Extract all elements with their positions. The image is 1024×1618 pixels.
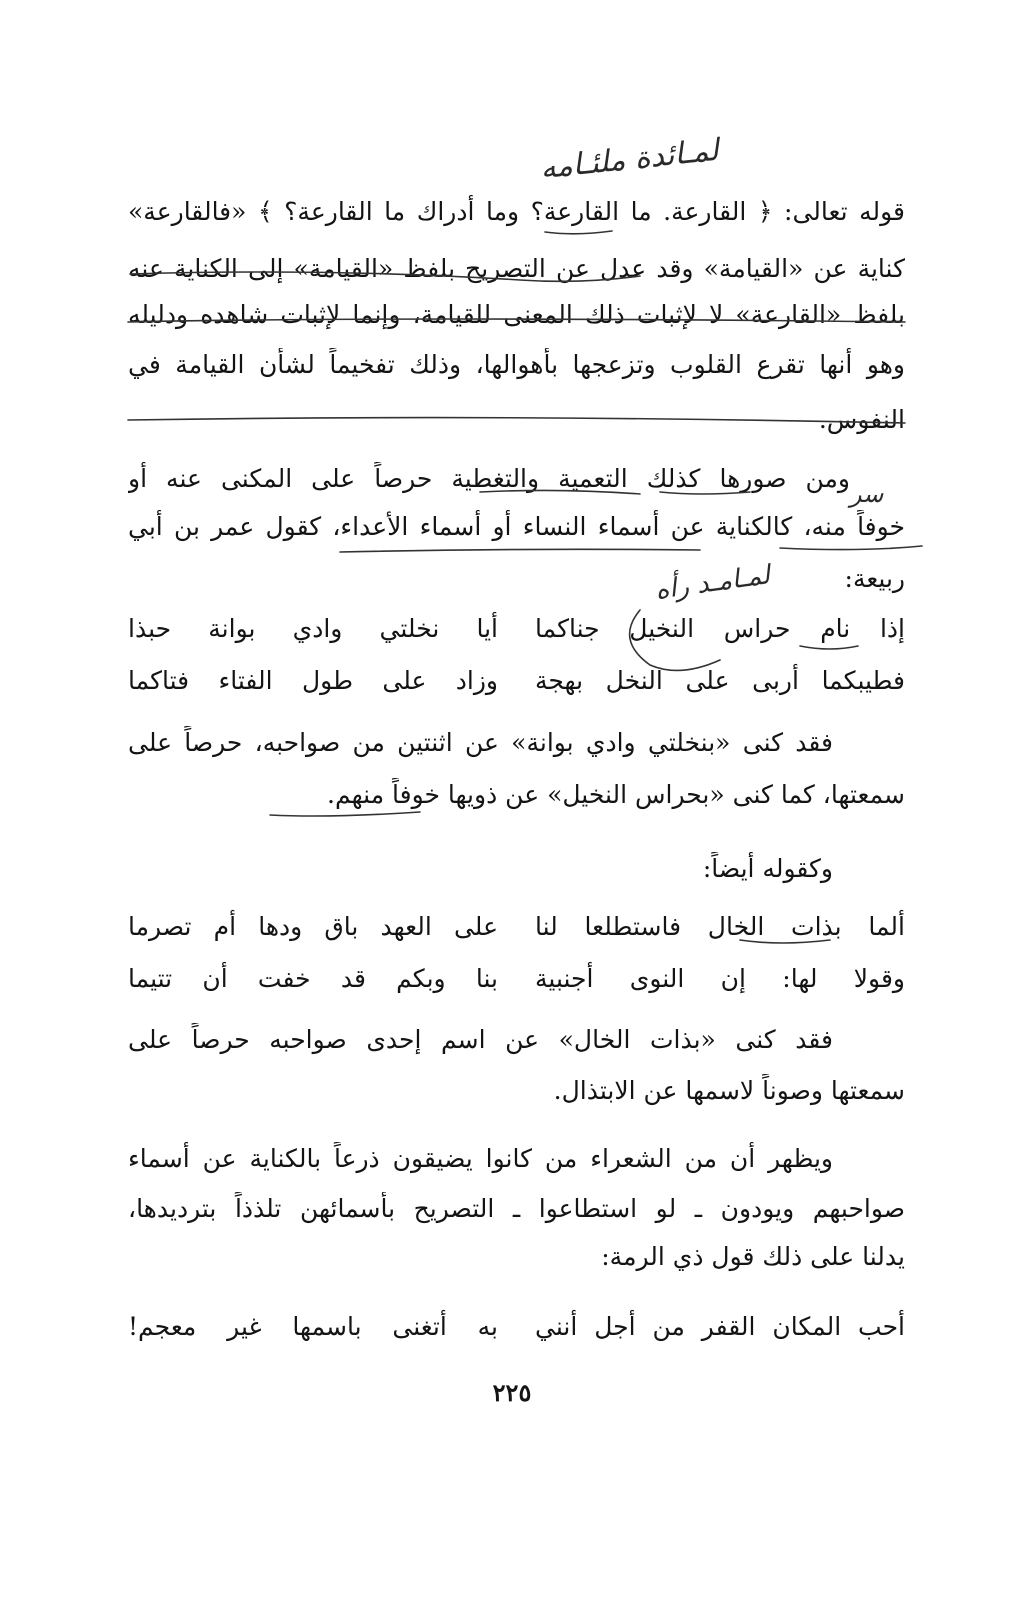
text-line: سمعتها، كما كنى «بحراس النخيل» عن ذويها خوفاً منهم. [327,780,905,809]
text-line: وهو أنها تقرع القلوب وتزعجها بأهوالها، وذلك تفخيماً لشأن القيامة في [128,350,905,379]
verse-line [128,664,905,700]
verse-line [128,910,905,946]
verse-first-hemistich: وقولا لها: إن النوى أجنبية [535,964,905,993]
handwritten-note-middle: لمـامـد رأه [653,560,772,606]
text-line: وكقوله أيضاً: [702,854,833,883]
text-line: فقد كنى «بذات الخال» عن اسم إحدى صواحبه حرصاً على [128,1025,833,1054]
handwritten-note-margin: سر [850,480,884,508]
text-line: بلفظ «القارعة» لا لإثبات ذلك المعنى للقيامة، وإنما لإثبات شاهده ودليله [128,300,905,329]
verse-second-hemistich: بنا وبكم قد خفت أن تتيما [128,964,498,993]
text-line: سمعتها وصوناً لاسمها عن الابتذال. [553,1076,905,1105]
text-line: النفوس. [818,405,905,434]
text-line: خوفاً منه، كالكناية عن أسماء النساء أو أسماء الأعداء، كقول عمر بن أبي [128,512,905,541]
text-line: ربيعة: [844,564,905,593]
verse-first-hemistich: أحب المكان القفر من أجل أنني [535,1312,905,1341]
verse-line [128,962,905,998]
page-number: ٢٢٥ [492,1378,532,1407]
verse-second-hemistich: وزاد على طول الفتاء فتاكما [128,666,498,695]
underline-mark [780,546,922,550]
verse-second-hemistich: به أتغنى باسمها غير معجم! [128,1312,498,1341]
verse-line [128,612,905,648]
text-line: فقد كنى «بنخلتي وادي بوانة» عن اثنتين من صواحبه، حرصاً على [128,728,833,757]
underline-mark [545,231,612,234]
verse-second-hemistich: على العهد باق ودها أم تصرما [128,912,498,941]
text-line: صواحبهم ويودون ـ لو استطاعوا ـ التصريح بأسمائهن تلذذاً بترديدها، [128,1194,905,1223]
verse-line [128,1310,905,1346]
verse-second-hemistich: أيا نخلتي وادي بوانة حبذا [128,614,498,643]
verse-first-hemistich: فطيبكما أربى على النخل بهجة [535,666,905,695]
text-line: ومن صورها كذلك التعمية والتغطية حرصاً على المكنى عنه أو [128,464,850,493]
verse-first-hemistich: ألما بذات الخال فاستطلعا لنا [535,912,905,941]
verse-first-hemistich: إذا نام حراس النخيل جناكما [535,614,905,643]
text-line: ويظهر أن من الشعراء من كانوا يضيقون ذرعاً بالكناية عن أسماء [128,1144,833,1173]
underline-mark [340,549,700,552]
handwritten-note-top: لمـائدة ملئـامه [538,132,721,187]
text-line: كناية عن «القيامة» وقد عدل عن التصريح بلفظ «القيامة» إلى الكناية عنه [128,254,905,283]
text-line: يدلنا على ذلك قول ذي الرمة: [601,1242,905,1271]
text-line: قوله تعالى: ﴿ القارعة. ما القارعة؟ وما أدراك ما القارعة؟ ﴾ «فالقارعة» [128,197,905,226]
